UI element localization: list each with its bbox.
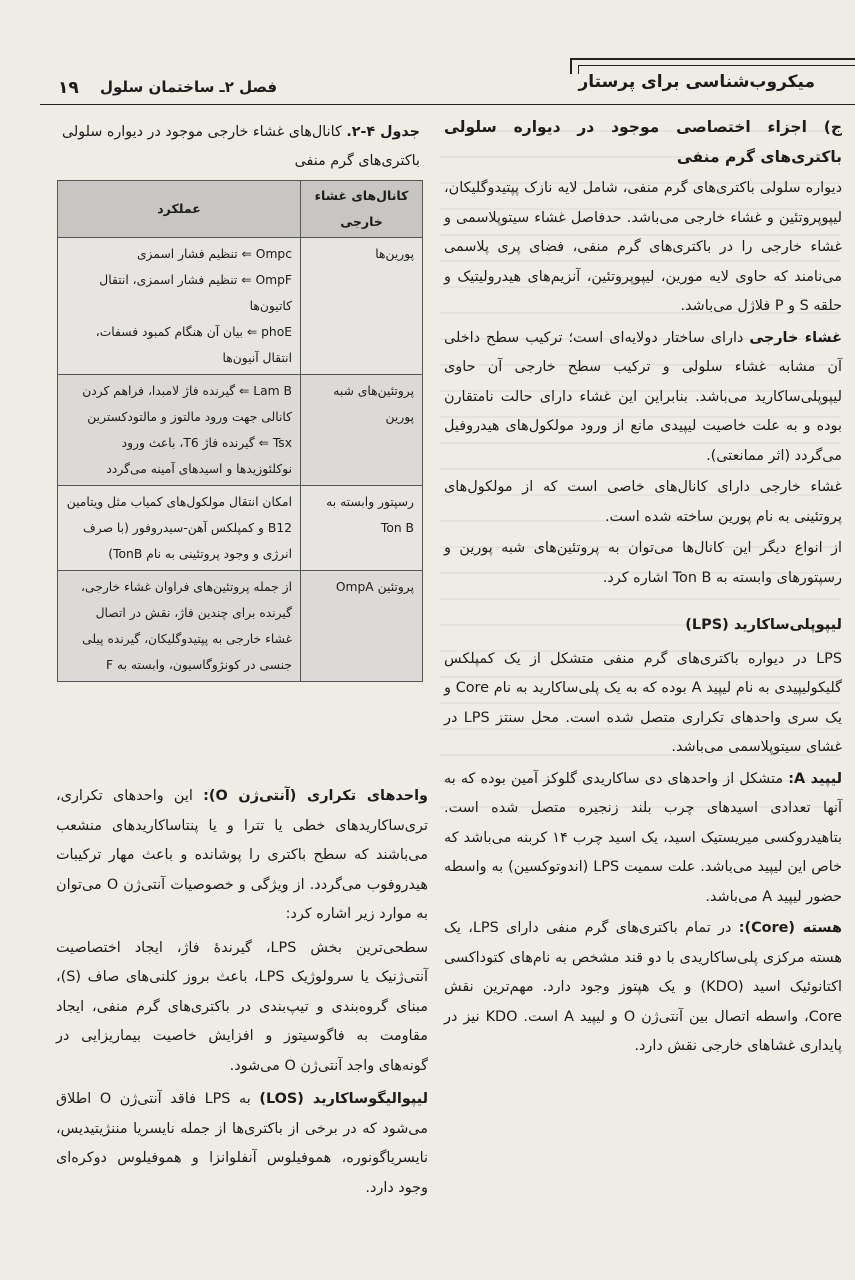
paragraph-o-antigen-text: این واحدهای تکراری، تری‌ساکاریدهای خطی یا تترا و یا پنتاساکاریدهای منشعب می‌باشند که سطح باکتری را پوشانده و باعث مهار ترکیبات هیدروفوب می‌گردد. از ویژگی و خصوصیات آنتی‌ژن O می‌توان به موارد زیر اشاره کرد:: [56, 788, 428, 922]
table-header-channels: کانال‌های غشاء خارجی: [301, 181, 423, 238]
table-row: [58, 571, 423, 682]
table-row: [58, 238, 423, 375]
paragraph-lipid-a-text: متشکل از واحدهای دی ساکاریدی گلوکز آمین بوده که به آنها تعدادی اسیدهای چرب بلند زنجیره متصل شده است. بتاهیدروکسی میریستیک اسید، یک اسید چرب ۱۴ کربنه می‌باشد که خاص این لیپید می‌باشد. علت سمیت LPS (اندوتوکسین) به واسطه حضور لیپید A می‌باشد.: [444, 770, 842, 905]
function-line: Ompc ⇐ تنظیم فشار اسمزی: [136, 247, 292, 261]
term-lipid-a: لیپید A:: [788, 770, 842, 787]
page-number: ۱۹: [58, 78, 79, 98]
table-cell-function: [58, 375, 301, 486]
running-header-chapter: فصل ۲ـ ساختمان سلول: [100, 78, 278, 96]
right-column: [444, 112, 842, 1064]
paragraph-core: [444, 914, 842, 1062]
paragraph-channels: از انواع دیگر این کانال‌ها می‌توان به پروتئین‌های شبه پورین و رسپتورهای وابسته به Ton B اشاره کرد.: [444, 540, 842, 586]
table-cell-function: [58, 571, 301, 682]
table-cell-function: [58, 238, 301, 375]
outer-membrane-channels-table: [57, 180, 423, 682]
term-los: لیپوالیگوساکارید (LOS): [259, 1091, 428, 1107]
table-row: [58, 375, 423, 486]
table-cell-channel: پورین‌ها: [301, 238, 423, 375]
paragraph-los-text: به LPS فاقد آنتی‌ژن O اطلاق می‌شود که در برخی از باکتری‌ها از جمله نایسریا مننژیتیدیس، نایسریاگونوره، هموفیلوس آنفلوانزا و هموفیلوس دوکره‌ای وجود دارد.: [56, 1091, 428, 1196]
section-title: ج) اجزاء اختصاصی موجود در دیواره سلولی باکتری‌های گرم منفی: [444, 118, 842, 166]
table-caption-text: کانال‌های غشاء خارجی موجود در دیواره سلولی باکتری‌های گرم منفی: [61, 124, 420, 169]
paragraph-o-antigen-features: سطحی‌ترین بخش LPS، گیرندهٔ فاژ، ایجاد اختصاصیت آنتی‌ژنیک یا سرولوژیک LPS، باعث بروز کلنی‌های صاف (S)، مبنای گروه‌بندی و تیپ‌بندی در باکتری‌های گرم منفی، ایجاد مقاومت به فاگوسیتوز و افزایش خاصیت بیماریزایی در گونه‌های واجد آنتی‌ژن O می‌شود.: [56, 939, 429, 1074]
function-line: از جمله پروتئین‌های فراوان غشاء خارجی، گیرنده برای چندین فاژ، نقش در اتصال غشاء خارجی به پپتیدوگلیکان، گیرنده پیلی جنسی در کونژوگاسیون، وابسته به F: [81, 580, 292, 672]
paragraph-los: [56, 1085, 428, 1203]
paragraph-core-text: در تمام باکتری‌های گرم منفی دارای LPS، یک هسته مرکزی پلی‌ساکاریدی با دو قند مشخص به نام‌های کتوداکسی اکتانوئیک اسید (KDO) و یک هپتوز وجود دارد. مهم‌ترین نقش Core، واسطه اتصال بین آنتی‌ژن O و لیپید A است. KDO نیز در پایداری غشاهای خارجی نقش دارد.: [444, 920, 843, 1054]
table-header-function: عملکرد: [58, 181, 301, 238]
table-caption-label: جدول ۴-۲.: [346, 124, 420, 140]
paragraph-cell-wall: دیواره سلولی باکتری‌های گرم منفی، شامل لایه نازک پپتیدوگلیکان، لیپوپروتئین و غشاء خارجی می‌باشد. حدفاصل غشاء سیتوپلاسمی و غشاء خارجی را در باکتری‌های گرم منفی، فضای پری پلاسمی می‌نامند که حاوی لایه مورین، لیپوپروتئین، آنزیم‌های هیدرولیتیک و حلقه S و P فلاژل می‌باشد.: [444, 180, 842, 314]
paragraph-lps: LPS در دیواره باکتری‌های گرم منفی متشکل از یک کمپلکس گلیکولیپیدی به نام لیپید A بوده که به یک پلی‌ساکارید به نام Core و یک سری واحدهای تکراری متصل شده است. محل سنتز LPS در غشای سیتوپلاسمی می‌باشد.: [444, 650, 843, 755]
paragraph-porin: غشاء خارجی دارای کانال‌های خاصی است که از مولکول‌های پروتئینی به نام پورین ساخته شده است.: [444, 479, 842, 525]
table-cell-channel: پروتئین OmpA: [301, 571, 423, 682]
function-line: Tsx ⇐ گیرنده فاژ T6، باعث ورود نوکلئوزیدها و اسیدهای آمینه می‌گردد: [106, 436, 292, 476]
term-core: هسته (Core):: [738, 920, 842, 936]
paragraph-o-antigen: [56, 782, 428, 930]
running-header-title: میکروب‌شناسی برای پرستار: [578, 72, 815, 92]
table-cell-function: [58, 486, 301, 571]
header-rule: [40, 104, 855, 105]
paragraph-lipid-a: [444, 765, 842, 913]
paragraph-outer-membrane: [444, 324, 842, 472]
function-line: امکان انتقال مولکول‌های کمیاب مثل ویتامین B12 و کمپلکس آهن-سیدروفور (با صرف انرژی و وجود پروتئینی به نام TonB): [66, 495, 292, 561]
left-column: [56, 782, 428, 1207]
function-line: OmpF ⇐ تنظیم فشار اسمزی، انتقال کاتیون‌ها: [99, 273, 292, 313]
lps-heading: لیپوپلی‌ساکارید (LPS): [685, 617, 842, 633]
table-row: [58, 486, 423, 571]
table-cell-channel: پروتئین‌های شبه پورین: [301, 375, 423, 486]
term-o-antigen: واحدهای تکراری (آنتی‌ژن O):: [203, 788, 428, 804]
paragraph-outer-membrane-text: دارای ساختار دولایه‌ای است؛ ترکیب سطح داخلی آن مشابه غشاء سلولی و ترکیب سطح خارجی آن حاوی لیپوپلی‌ساکارید می‌باشد. بنابراین این غشاء دارای حالت نامتقارن بوده و به علت خاصیت لیپیدی مانع از ورود مولکول‌های هیدروفیل می‌گردد (اثر ممانعتی).: [444, 329, 842, 464]
term-outer-membrane: غشاء خارجی: [749, 329, 842, 346]
table-cell-channel: رسپتور وابسته به Ton B: [301, 486, 423, 571]
table-caption: [58, 118, 420, 176]
function-line: phoE ⇐ بیان آن هنگام کمبود فسفات، انتقال آنیون‌ها: [95, 325, 292, 365]
function-line: Lam B ⇐ گیرنده فاژ لامبدا، فراهم کردن کانالی جهت ورود مالتوز و مالتودکسترین: [82, 384, 292, 424]
table-header-row: [58, 181, 423, 238]
